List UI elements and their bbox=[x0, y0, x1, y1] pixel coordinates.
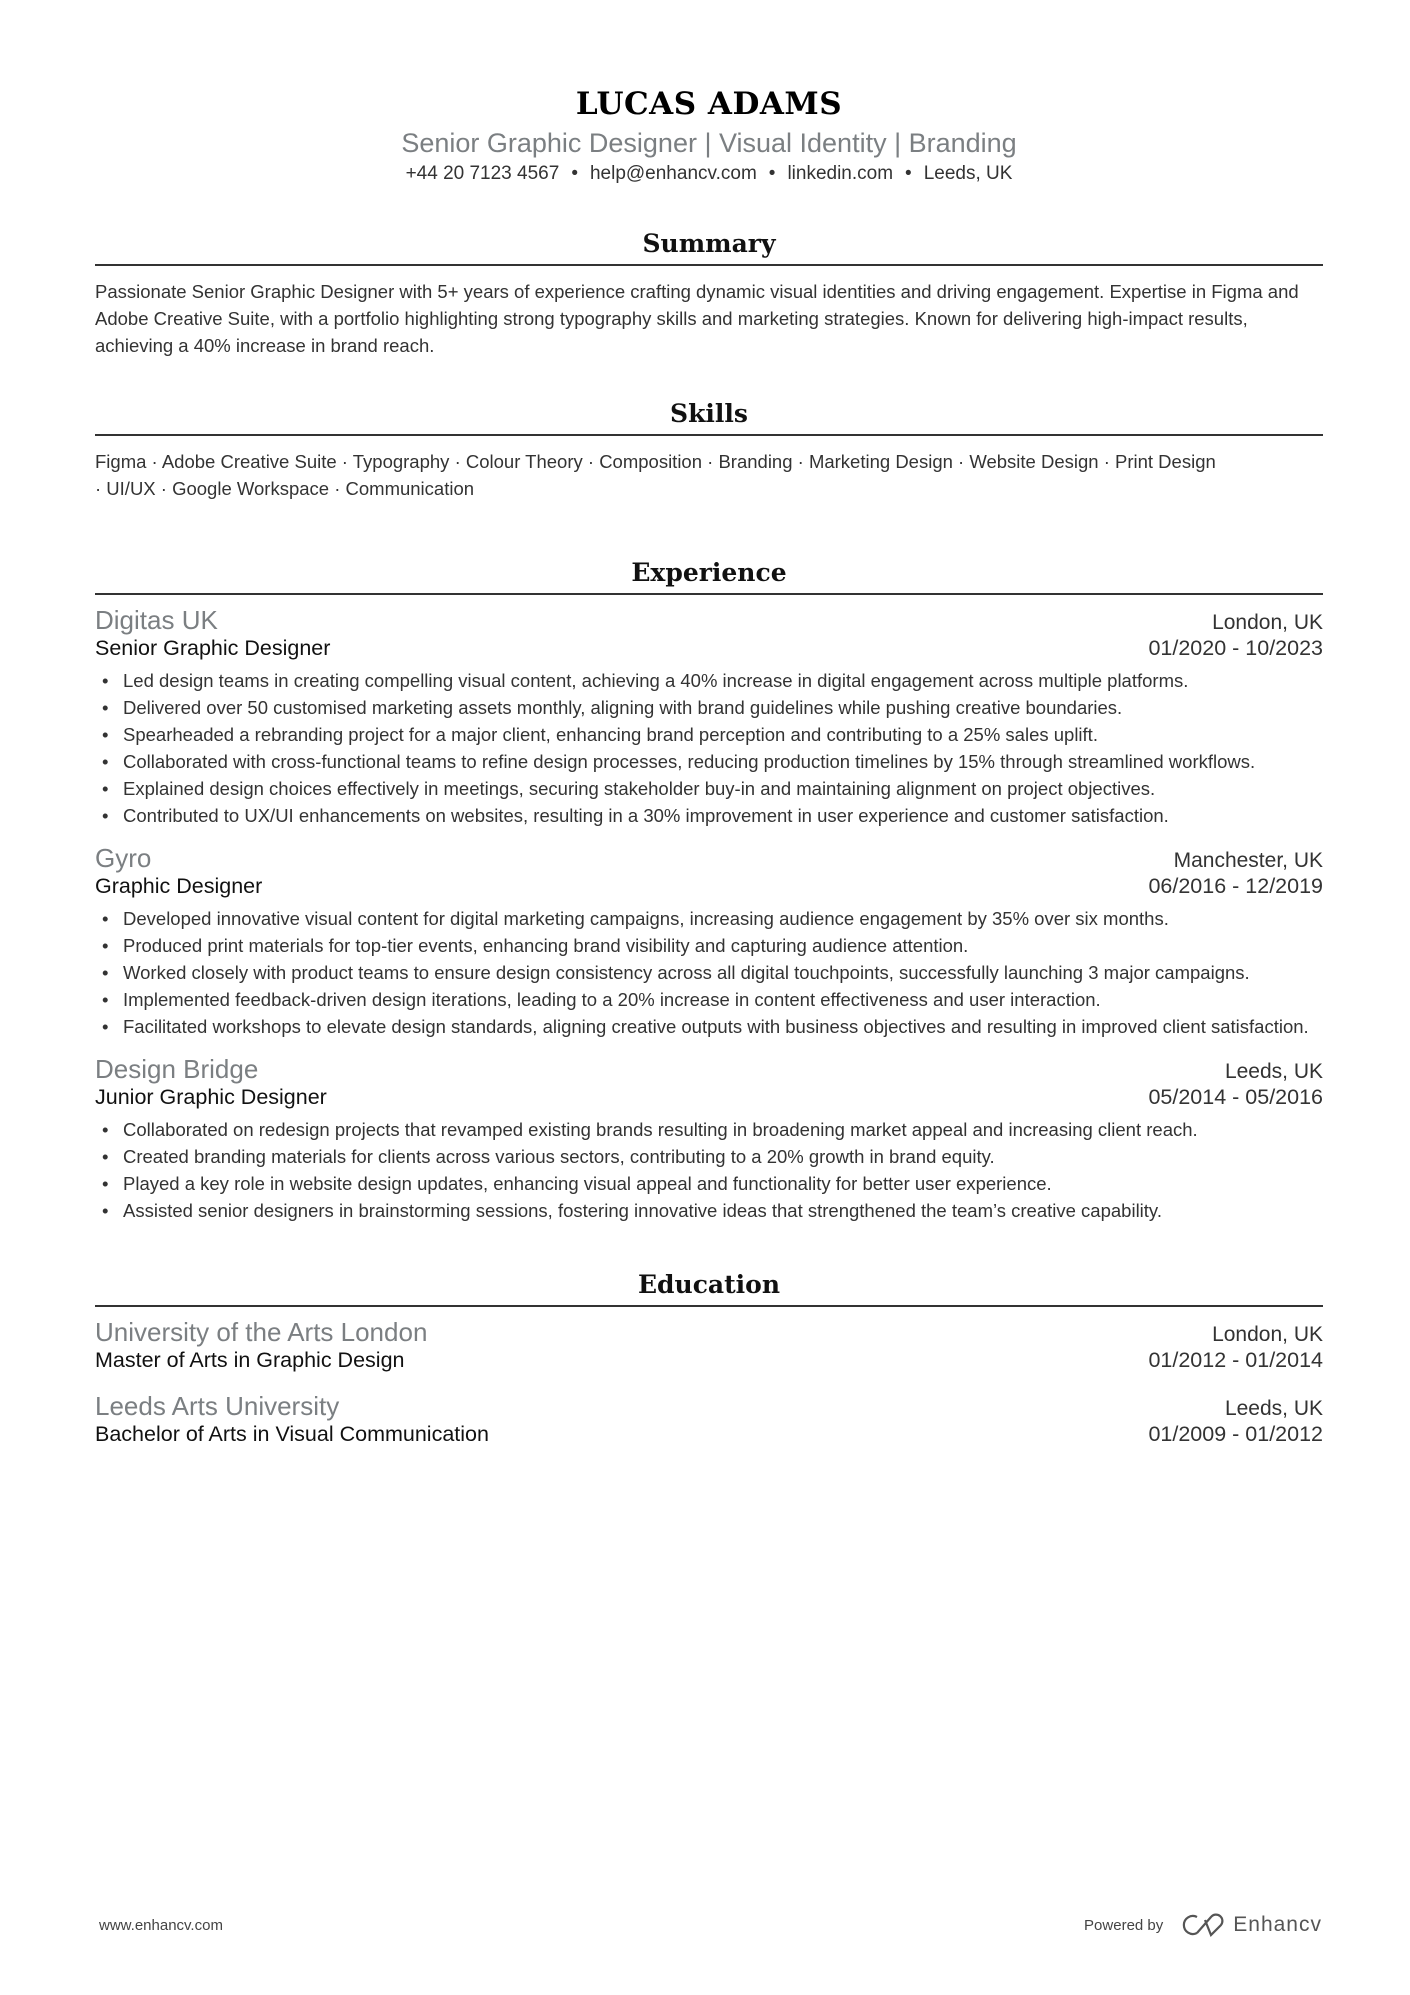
footer-website[interactable]: www.enhancv.com bbox=[99, 1916, 223, 1934]
bullet: • Created branding materials for clients across various sectors, contributing to a 20% growth in brand equity. bbox=[95, 1143, 1323, 1170]
job-dates: 05/2014 - 05/2016 bbox=[1148, 1085, 1323, 1109]
degree: Master of Arts in Graphic Design bbox=[95, 1348, 405, 1372]
school-name: University of the Arts London bbox=[95, 1317, 428, 1347]
bullet: • Spearheaded a rebranding project for a major client, enhancing brand perception and contributing to a 25% sales uplift. bbox=[95, 721, 1323, 748]
resume bbox=[95, 0, 1323, 1447]
bullet-list bbox=[95, 905, 1323, 1040]
section-heading: Experience bbox=[95, 558, 1323, 595]
bullet: • Developed innovative visual content for digital marketing campaigns, increasing audience engagement by 35% over six months. bbox=[95, 905, 1323, 932]
education-dates: 01/2012 - 01/2014 bbox=[1148, 1348, 1323, 1372]
bullet-list bbox=[95, 1116, 1323, 1224]
linkedin[interactable]: linkedin.com bbox=[787, 163, 894, 184]
company-name: Digitas UK bbox=[95, 605, 218, 635]
company-name: Gyro bbox=[95, 843, 152, 873]
brand-name: Enhancv bbox=[1233, 1913, 1322, 1936]
job-dates: 06/2016 - 12/2019 bbox=[1148, 874, 1323, 898]
bullet: • Led design teams in creating compelling visual content, achieving a 40% increase in digital engagement across multiple platforms. bbox=[95, 667, 1323, 694]
phone: +44 20 7123 4567 bbox=[405, 163, 560, 184]
job-dates: 01/2020 - 10/2023 bbox=[1148, 636, 1323, 660]
section-heading: Summary bbox=[95, 229, 1323, 266]
summary-section bbox=[95, 229, 1323, 359]
job-role: Senior Graphic Designer bbox=[95, 636, 331, 660]
bullet: • Produced print materials for top-tier events, enhancing brand visibility and capturing audience attention. bbox=[95, 932, 1323, 959]
bullet: • Contributed to UX/UI enhancements on websites, resulting in a 30% improvement in user experience and customer satisfaction. bbox=[95, 802, 1323, 829]
job-location: Leeds, UK bbox=[1224, 1060, 1323, 1083]
education-entry bbox=[95, 1391, 1323, 1447]
education-dates: 01/2009 - 01/2012 bbox=[1148, 1422, 1323, 1446]
section-heading: Skills bbox=[95, 399, 1323, 436]
candidate-name: LUCAS ADAMS bbox=[575, 86, 843, 122]
skills-section bbox=[95, 399, 1323, 502]
summary-text: Passionate Senior Graphic Designer with 5+ years of experience crafting dynamic visual identities and driving engagement. Expertise in Figma and Adobe Creative Suite, with a portfolio highlighting strong typography skills and marketing strategies. Known for delivering high-impact results, achieving a 40% increase in brand reach. bbox=[95, 281, 1299, 356]
bullet-list bbox=[95, 667, 1323, 829]
location: Leeds, UK bbox=[923, 163, 1013, 184]
powered-by-label: Powered by bbox=[1084, 1916, 1164, 1934]
skills-text: Figma · Adobe Creative Suite · Typography · Colour Theory · Composition · Branding · Marketing Design · Website Design · Print Design · UI/UX · Google Workspace · Communication bbox=[95, 451, 1216, 499]
bullet: • Implemented feedback-driven design iterations, leading to a 20% increase in content effectiveness and user interaction. bbox=[95, 986, 1323, 1013]
company-name: Design Bridge bbox=[95, 1054, 259, 1084]
bullet: • Delivered over 50 customised marketing assets monthly, aligning with brand guidelines while pushing creative boundaries. bbox=[95, 694, 1323, 721]
school-location: Leeds, UK bbox=[1224, 1397, 1323, 1420]
experience-entry bbox=[95, 1054, 1323, 1224]
education-section bbox=[95, 1270, 1323, 1447]
experience-entry bbox=[95, 843, 1323, 1040]
bullet: • Collaborated on redesign projects that revamped existing brands resulting in broadening market appeal and increasing client reach. bbox=[95, 1116, 1323, 1143]
bullet: • Explained design choices effectively in meetings, securing stakeholder buy-in and maintaining alignment on project objectives. bbox=[95, 775, 1323, 802]
job-role: Graphic Designer bbox=[95, 874, 263, 898]
bullet: • Facilitated workshops to elevate design standards, aligning creative outputs with business objectives and resulting in improved client satisfaction. bbox=[95, 1013, 1323, 1040]
contact-line: +44 20 7123 4567 • help@enhancv.com • linkedin.com • Leeds, UK bbox=[405, 163, 1013, 184]
bullet: • Collaborated with cross-functional teams to refine design processes, reducing production timelines by 15% through streamlined workflows. bbox=[95, 748, 1323, 775]
section-heading: Education bbox=[95, 1270, 1323, 1307]
email[interactable]: help@enhancv.com bbox=[589, 163, 757, 184]
enhancv-logo-icon bbox=[1181, 1912, 1227, 1938]
job-role: Junior Graphic Designer bbox=[95, 1085, 327, 1109]
footer bbox=[99, 1912, 1322, 1938]
bullet: • Assisted senior designers in brainstorming sessions, fostering innovative ideas that strengthened the team’s creative capability. bbox=[95, 1197, 1323, 1224]
bullet: • Worked closely with product teams to ensure design consistency across all digital touchpoints, successfully launching 3 major campaigns. bbox=[95, 959, 1323, 986]
education-entry bbox=[95, 1317, 1323, 1373]
degree: Bachelor of Arts in Visual Communication bbox=[95, 1422, 489, 1446]
experience-entry bbox=[95, 605, 1323, 829]
job-location: London, UK bbox=[1212, 611, 1323, 634]
school-name: Leeds Arts University bbox=[95, 1391, 340, 1421]
candidate-title: Senior Graphic Designer | Visual Identity | Branding bbox=[401, 128, 1017, 158]
powered-by bbox=[1084, 1912, 1322, 1938]
job-location: Manchester, UK bbox=[1173, 849, 1323, 872]
bullet: • Played a key role in website design updates, enhancing visual appeal and functionality for better user experience. bbox=[95, 1170, 1323, 1197]
school-location: London, UK bbox=[1212, 1323, 1323, 1346]
experience-section bbox=[95, 558, 1323, 1224]
